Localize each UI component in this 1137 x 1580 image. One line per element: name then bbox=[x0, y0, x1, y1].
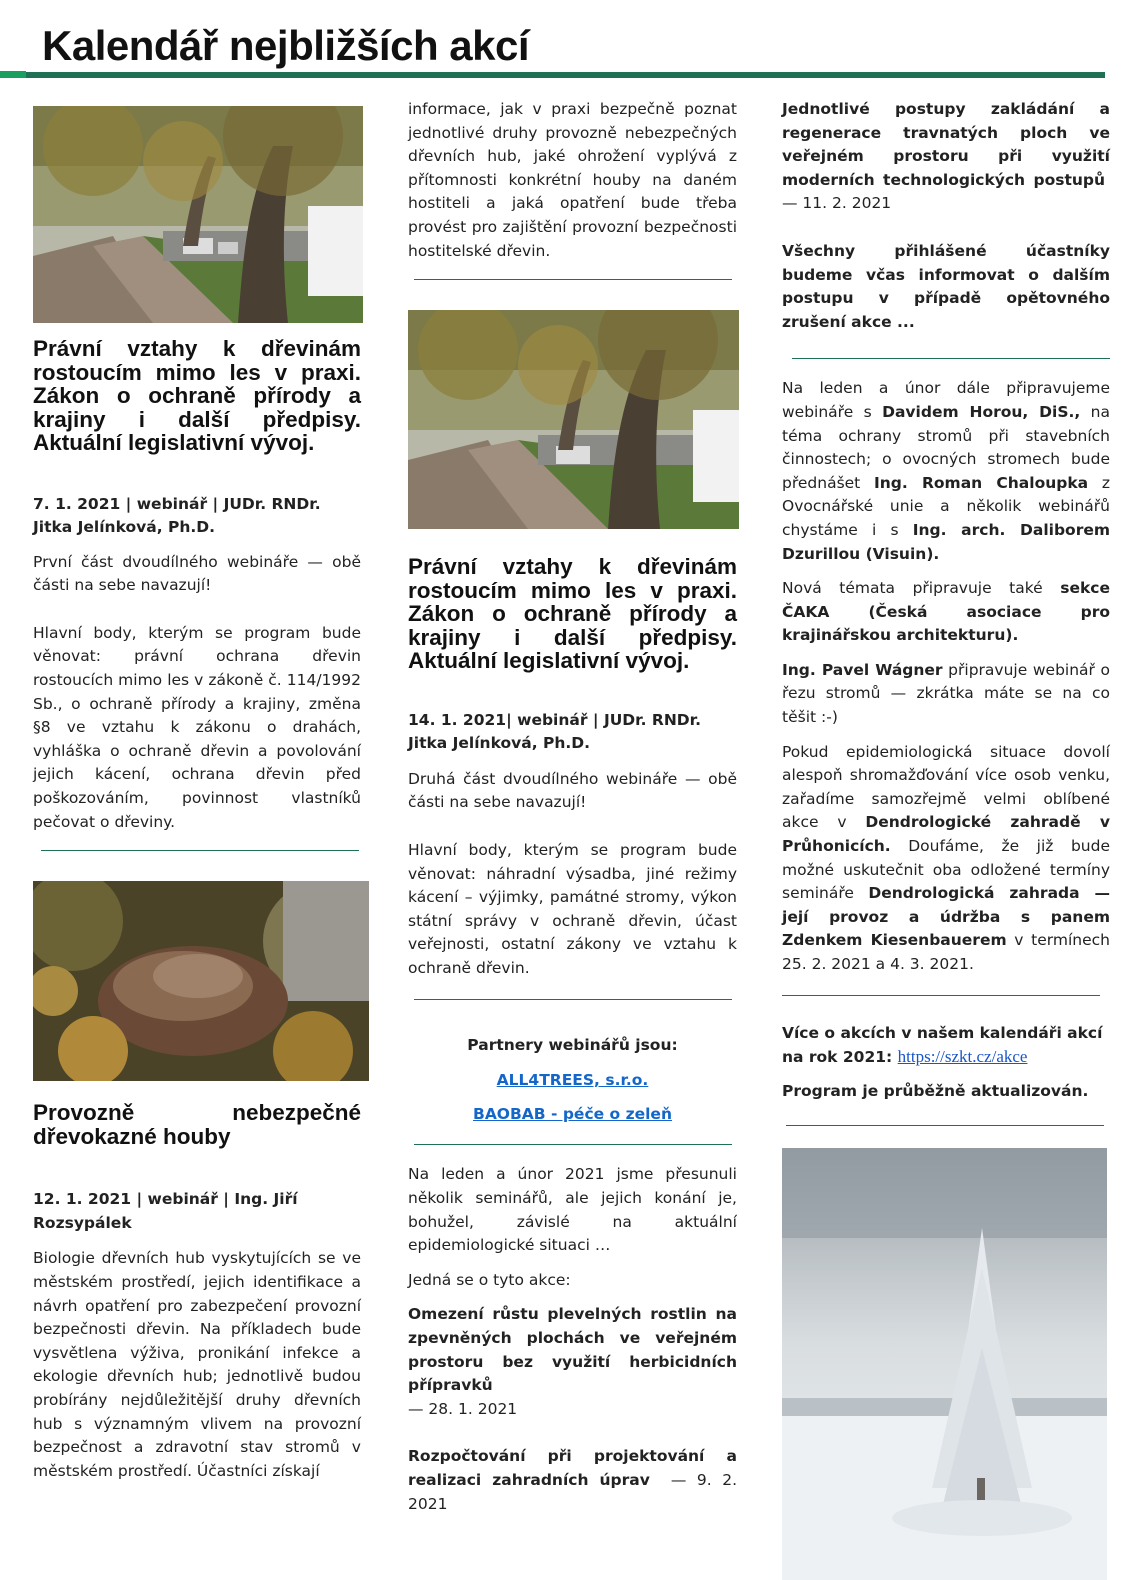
fungus-photo bbox=[33, 881, 369, 1081]
event-meta: 7. 1. 2021 | webinář | JUDr. RNDr. Jitka Jelínková, Ph.D. bbox=[33, 494, 321, 537]
postponed-item bbox=[408, 1303, 737, 1421]
notice-text: Všechny přihlášené účastníky budeme včas informovat o dalším postupu v případě opětovného zrušení akce ... bbox=[782, 241, 1110, 331]
event-title: Provozně nebezpečné dřevokazné houby bbox=[33, 1100, 361, 1149]
winter-tree-photo bbox=[782, 1148, 1107, 1580]
event-text: Biologie dřevních hub vyskytujících se ve městském prostředí, jejich identifikace a návrh opatření pro zabezpečení provozní bezpečnosti dřevin. Na příkladech bude vysvětlena výživa, pronikání infekce a ekologie dřevních hub; jednotlivě budou probírány nejdůležitější druhy dřevních hub s významným vlivem na provozní bezpečnost a zdravotní stav stromů v městském prostředí. Účastníci získají bbox=[33, 1249, 361, 1480]
postponed-item bbox=[782, 98, 1110, 216]
postponed-item-title: Omezení růstu plevelných rostlin na zpevněných plochách ve veřejném prostoru bez využití herbicidních přípravků bbox=[408, 1305, 737, 1395]
event-text: Hlavní body, kterým se program bude věnovat: náhradní výsadba, jiné režimy kácení – výjimky, památné stromy, výkon státní správy v ochraně dřevin, účast veřejnosti, ostatní zákony ve vztahu k ochraně dřevin. bbox=[408, 841, 737, 977]
more-info: Více o akcích v našem kalendáři akcí na rok 2021: https://szkt.cz/akce bbox=[782, 1023, 1103, 1067]
event-meta: 12. 1. 2021 | webinář | Ing. Jiří Rozsypálek bbox=[33, 1190, 298, 1232]
tree-avenue-photo bbox=[33, 106, 363, 323]
fungus-image bbox=[33, 881, 369, 1081]
event-text: Hlavní body, kterým se program bude věnovat: právní ochrana dřevin rostoucích mimo les v zákoně č. 114/1992 Sb., o ochraně přírody a krajiny, změna §8 ve vztahu k zákonu o drahách, vyhláška o ochraně dřevin a povolování jejich kácení, ochrana dřevin před poškozováním, povinnost vlastníků pečovat o dřeviny. bbox=[33, 623, 361, 831]
info-paragraph: Na leden a únor dále připravujeme webináře s Davidem Horou, DiS., na téma ochrany stromů při stavebních činnostech; o ovocných stromech bude přednášet Ing. Roman Chaloupka z Ovocnářské unie a několik webinářů chystáme i s Ing. arch. Daliborem Dzurillou (Visuin). bbox=[782, 379, 1111, 563]
postponed-item bbox=[408, 1445, 737, 1516]
divider bbox=[41, 850, 359, 851]
event-title: Právní vztahy k dřevinám rostoucím mimo les v praxi. Zákon o ochraně přírody a krajiny i další předpisy. Aktuální legislativní vývoj. bbox=[408, 554, 737, 674]
partner-link-all4trees[interactable]: ALL4TREES, s.r.o. bbox=[496, 1071, 649, 1090]
event-text: Druhá část dvoudílného webináře — obě části na sebe navazují! bbox=[408, 769, 737, 812]
tree-avenue-image bbox=[33, 106, 363, 323]
info-paragraph: Nová témata připravuje také sekce ČAKA (Česká asociace pro krajinářskou architekturu). bbox=[782, 579, 1110, 645]
postponed-item-date: — 28. 1. 2021 bbox=[408, 1399, 518, 1418]
divider bbox=[414, 279, 732, 280]
info-paragraph: Pokud epidemiologická situace dovolí alespoň shromažďování více osob venku, zařadíme samozřejmě velmi oblíbené akce v Dendrologické zahradě v Průhonicích. Doufáme, že již bude možné uskutečnit oba odložené termíny semináře Dendrologická zahrada — její provoz a údržba s panem Zdenkem Kiesenbauerem v termínech 25. 2. 2021 a 4. 3. 2021. bbox=[782, 742, 1111, 973]
divider bbox=[786, 1125, 1104, 1126]
event-title: Právní vztahy k dřevinám rostoucím mimo les v praxi. Zákon o ochraně přírody a krajiny i další předpisy. Aktuální legislativní vývoj. bbox=[33, 336, 361, 455]
column-1 bbox=[33, 98, 361, 1483]
partners-heading: Partnery webinářů jsou: bbox=[467, 1035, 678, 1054]
info-paragraph: Ing. Pavel Wágner připravuje webinář o řezu stromů — zkrátka máte se na co těšit :-) bbox=[782, 660, 1111, 727]
tree-avenue-image bbox=[408, 310, 739, 529]
column-3 bbox=[782, 98, 1110, 1580]
column-2 bbox=[408, 98, 737, 1516]
event-text: První část dvoudílného webináře — obě části na sebe navazují! bbox=[33, 552, 361, 595]
header-bar bbox=[26, 72, 1105, 78]
postponed-item-title: Rozpočtování při projektování a realizaci zahradních úprav bbox=[408, 1447, 737, 1489]
partner-link-baobab[interactable]: BAOBAB - péče o zeleň bbox=[473, 1104, 672, 1123]
continuation-text: informace, jak v praxi bezpečně poznat jednotlivé druhy provozně nebezpečných dřevních hub, jaké ohrožení vyplývá z přítomnosti konkrétní houby na daném hostiteli a jaká opatření bude třeba provést pro zajištění provozní bezpečnosti hostitelské dřevin. bbox=[408, 100, 737, 260]
postponed-item-date: — 11. 2. 2021 bbox=[782, 194, 892, 213]
list-intro: Jedná se o tyto akce: bbox=[408, 1270, 571, 1289]
header-accent-bar bbox=[0, 71, 26, 78]
event-meta: 14. 1. 2021| webinář | JUDr. RNDr. Jitka Jelínková, Ph.D. bbox=[408, 710, 701, 753]
postponed-item-title: Jednotlivé postupy zakládání a regenerace travnatých ploch ve veřejném prostoru při využití moderních technologických postupů bbox=[782, 100, 1110, 189]
postponed-intro: Na leden a únor 2021 jsme přesunuli několik seminářů, ale jejich konání je, bohužel, závislé na aktuální epidemiologické situaci … bbox=[408, 1165, 737, 1255]
program-note: Program je průběžně aktualizován. bbox=[782, 1081, 1089, 1100]
tree-avenue-photo bbox=[408, 310, 739, 529]
postponed-item-date: — 9. 2. 2021 bbox=[408, 1470, 737, 1513]
winter-tree-image bbox=[782, 1148, 1107, 1580]
page-title: Kalendář nejbližších akcí bbox=[42, 22, 530, 69]
calendar-link[interactable]: https://szkt.cz/akce bbox=[897, 1047, 1028, 1067]
